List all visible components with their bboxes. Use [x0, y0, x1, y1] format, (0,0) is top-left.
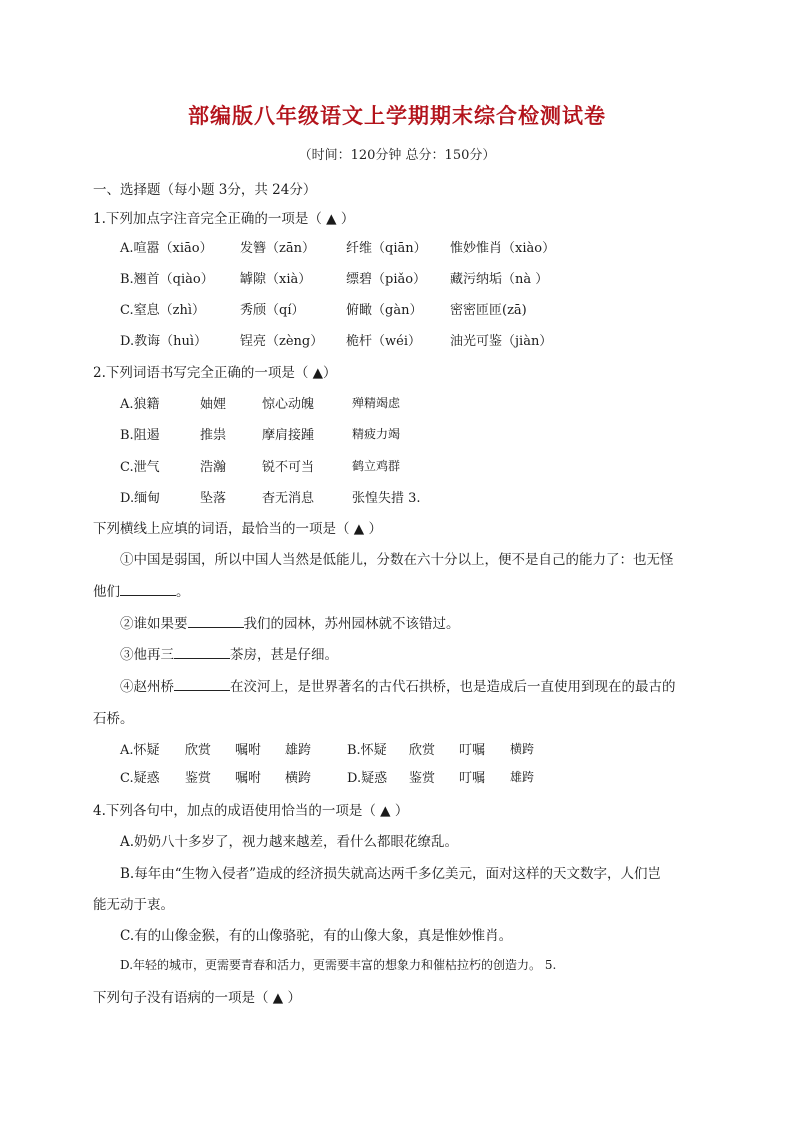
- fill-in-blank: [174, 678, 230, 691]
- q3-sentence-2: [120, 612, 460, 632]
- exam-title: 部编版八年级语文上学期期末综合检测试卷: [188, 103, 606, 128]
- q3-sentence-2-start: ②谁如果要: [120, 616, 188, 632]
- q2-option-c-2: 浩瀚: [200, 460, 227, 475]
- q1-option-c-1: C.窒息（zhì）: [120, 303, 205, 318]
- q1-option-a-4: 惟妙惟肖（xiào）: [450, 241, 556, 256]
- q3-sentence-1: ①中国是弱国，所以中国人当然是低能儿，分数在六十分以上，便不是自己的能力了：也无怪: [120, 552, 674, 568]
- q2-option-d-4: 张惶失措 3.: [352, 491, 421, 506]
- q2-option-a-3: 惊心动魄: [262, 397, 315, 412]
- q3-sentence-3: [120, 643, 338, 663]
- q3-sentence-4-cont: 石桥。: [93, 711, 134, 727]
- q3-option-a-3: 嘱咐: [235, 743, 262, 758]
- fill-in-blank: [120, 583, 176, 596]
- q3-option-a-2: 欣赏: [185, 743, 212, 758]
- q4-option-b: B.每年由“生物入侵者”造成的经济损失就高达两千多亿美元，面对这样的天文数字，人们岂: [120, 866, 662, 882]
- q2-option-d-2: 坠落: [200, 491, 227, 506]
- question-3-stem: 下列横线上应填的词语，最恰当的一项是（ ▲ ）: [93, 521, 382, 537]
- q1-option-a-3: 纤维（qiān）: [346, 241, 427, 256]
- question-5-stem: 下列句子没有语病的一项是（ ▲ ）: [93, 990, 301, 1006]
- q2-option-b-4: 精疲力竭: [352, 427, 401, 441]
- q4-option-b-cont: 能无动于衷。: [93, 897, 174, 913]
- q3-option-c-4: 横跨: [285, 771, 312, 786]
- q1-option-b-4: 藏污纳垢（nà ）: [450, 272, 549, 287]
- q2-option-b-2: 推祟: [200, 428, 227, 443]
- q3-option-d-2: 鉴赏: [409, 771, 436, 786]
- q2-option-a-1: A.狼籍: [120, 397, 160, 412]
- q3-option-d-1: D.疑惑: [347, 771, 388, 786]
- q2-option-c-1: C.泄气: [120, 460, 160, 475]
- exam-subtitle: （时间：120分钟 总分：150分）: [298, 148, 496, 163]
- q2-option-b-3: 摩肩接踵: [262, 428, 315, 443]
- q2-option-a-2: 妯娌: [200, 397, 227, 412]
- fill-in-blank: [174, 646, 230, 659]
- q2-option-c-3: 锐不可当: [262, 460, 315, 475]
- q1-option-c-2: 秀颀（qí）: [240, 303, 305, 318]
- q4-option-c: C.有的山像金猴，有的山像骆驼，有的山像大象，真是惟妙惟肖。: [120, 928, 513, 944]
- q3-sentence-4-end: 在洨河上，是世界著名的古代石拱桥，也是造成后一直使用到现在的最古的: [230, 679, 676, 695]
- q1-option-b-1: B.翘首（qiào）: [120, 272, 214, 287]
- q2-option-b-1: B.阻遏: [120, 428, 160, 443]
- fill-in-blank: [188, 615, 244, 628]
- q3-sentence-3-start: ③他再三: [120, 647, 174, 663]
- q2-option-d-1: D.缅甸: [120, 491, 161, 506]
- q3-option-b-1: B.怀疑: [347, 743, 387, 758]
- q3-option-d-3: 叮嘱: [459, 771, 486, 786]
- q3-option-b-4: 横跨: [510, 742, 535, 756]
- q1-option-a-2: 发簪（zān）: [240, 241, 315, 256]
- q3-sentence-4: [120, 675, 676, 695]
- q2-option-c-4: 鹤立鸡群: [352, 459, 401, 473]
- section-heading: 一、选择题（每小题 3分，共 24分）: [93, 182, 317, 198]
- q4-option-d: D.年轻的城市，更需要青春和活力，更需要丰富的想象力和催枯拉朽的创造力。 5.: [120, 958, 557, 972]
- q1-option-d-1: D.教诲（huì）: [120, 334, 207, 349]
- q3-sentence-4-start: ④赵州桥: [120, 679, 174, 695]
- q1-option-c-4: 密密匝匝(zā): [450, 303, 527, 318]
- q4-option-a: A.奶奶八十多岁了，视力越来越差，看什么都眼花缭乱。: [120, 834, 459, 850]
- q3-option-c-2: 鉴赏: [185, 771, 212, 786]
- q1-option-b-2: 罅隙（xià）: [240, 272, 312, 287]
- q3-option-a-4: 雄跨: [285, 743, 312, 758]
- q3-sentence-1-end: 。: [176, 584, 190, 600]
- q1-option-a-1: A.喧嚣（xiāo）: [120, 241, 213, 256]
- question-4-stem: 4.下列各句中，加点的成语使用恰当的一项是（ ▲ ）: [93, 803, 409, 819]
- q3-sentence-1-text: 他们: [93, 584, 120, 600]
- q3-sentence-1-cont: [93, 580, 190, 600]
- q3-option-d-4: 雄跨: [510, 770, 535, 784]
- q3-option-a-1: A.怀疑: [120, 743, 160, 758]
- q1-option-b-3: 缥碧（piǎo）: [346, 272, 427, 287]
- q1-option-d-3: 桅杆（wéi）: [346, 334, 421, 349]
- q3-option-c-3: 嘱咐: [235, 771, 262, 786]
- q3-sentence-3-end: 茶房，甚是仔细。: [230, 647, 338, 663]
- q1-option-c-3: 俯瞰（gàn）: [346, 303, 423, 318]
- q3-sentence-2-end: 我们的园林，苏州园林就不该错过。: [243, 616, 460, 632]
- q1-option-d-2: 锃亮（zèng）: [240, 334, 324, 349]
- q3-option-b-2: 欣赏: [409, 743, 436, 758]
- q1-option-d-4: 油光可鉴（jiàn）: [450, 334, 553, 349]
- question-2-stem: 2.下列词语书写完全正确的一项是（ ▲）: [93, 365, 337, 381]
- q3-option-c-1: C.疑惑: [120, 771, 160, 786]
- question-1-stem: 1.下列加点字注音完全正确的一项是（ ▲ ）: [93, 211, 355, 227]
- q2-option-a-4: 殚精竭虑: [352, 396, 401, 410]
- q3-option-b-3: 叮嘱: [459, 743, 486, 758]
- q2-option-d-3: 杳无消息: [262, 491, 315, 506]
